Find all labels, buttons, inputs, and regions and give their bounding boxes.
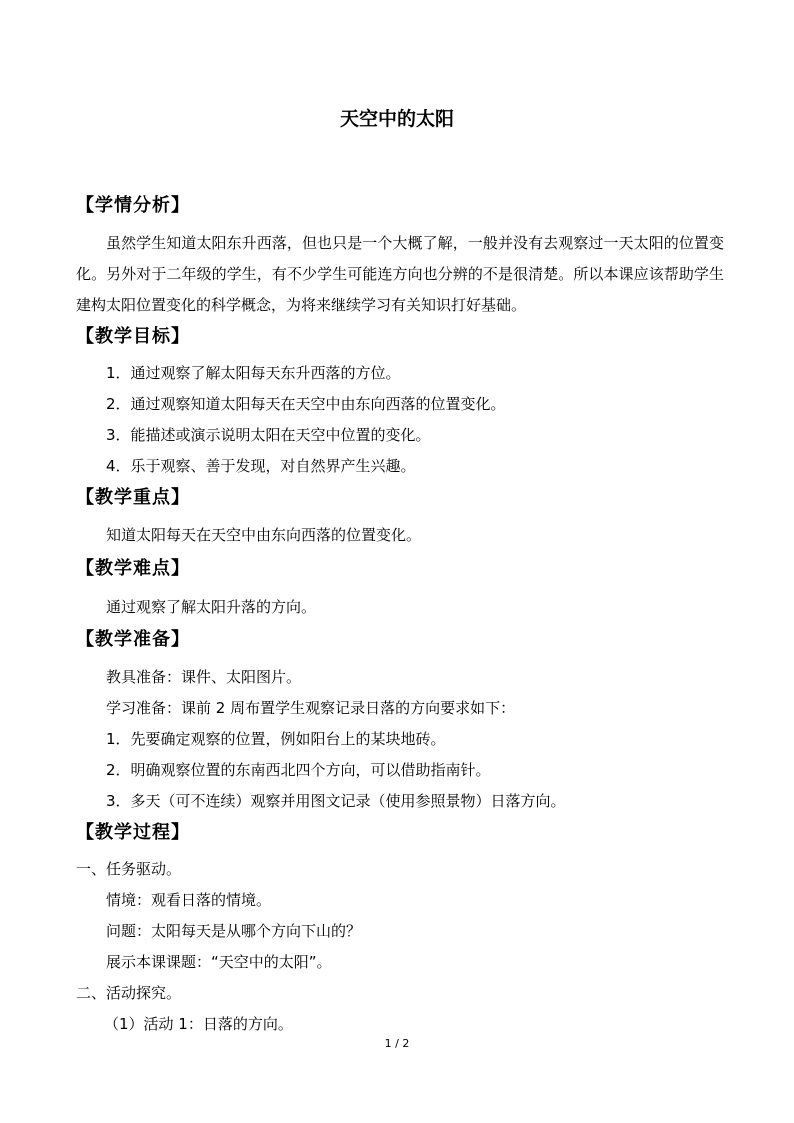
heading-process: 【教学过程】 <box>76 822 190 843</box>
heading-preparation: 【教学准备】 <box>76 629 190 650</box>
preparation-item: 3．多天（可不连续）观察并用图文记录（使用参照景物）日落方向。 <box>106 792 566 810</box>
process-topic: 展示本课课题：“天空中的太阳”。 <box>106 953 332 971</box>
preparation-item: 2．明确观察位置的东南西北四个方向，可以借助指南针。 <box>106 761 491 779</box>
document-title: 天空中的太阳 <box>339 108 454 130</box>
heading-objectives: 【教学目标】 <box>76 326 190 347</box>
heading-difficulties: 【教学难点】 <box>76 558 190 579</box>
process-question: 问题：太阳每天是从哪个方向下山的？ <box>106 922 362 940</box>
heading-analysis: 【学情分析】 <box>76 195 190 216</box>
difficulties-text: 通过观察了解太阳升落的方向。 <box>106 598 317 616</box>
page-number: 1 / 2 <box>384 1037 410 1050</box>
process-part-1: 一、任务驱动。 <box>76 860 182 878</box>
heading-key-points: 【教学重点】 <box>76 487 190 508</box>
process-situation: 情境：观看日落的情境。 <box>106 891 272 909</box>
process-part-2: 二、活动探究。 <box>76 984 182 1002</box>
process-activity-1: （1）活动 1：日落的方向。 <box>104 1015 293 1033</box>
objective-item: 3．能描述或演示说明太阳在天空中位置的变化。 <box>106 426 431 444</box>
objective-item: 1．通过观察了解太阳每天东升西落的方位。 <box>106 364 401 382</box>
key-points-text: 知道太阳每天在天空中由东向西落的位置变化。 <box>106 526 422 544</box>
student-preparation: 学习准备：课前 2 周布置学生观察记录日落的方向要求如下： <box>106 699 516 717</box>
preparation-item: 1．先要确定观察的位置，例如阳台上的某块地砖。 <box>106 730 446 748</box>
analysis-paragraph: 虽然学生知道太阳东升西落，但也只是一个大概了解，一般并没有去观察过一天太阳的位置变化。另外对于二年级的学生，有不少学生可能连方向也分辨的不是很清楚。所以本课应该帮助学生建构太阳位置变化的科学概念，为将来继续学习有关知识打好基础。 <box>76 234 724 314</box>
objective-item: 4．乐于观察、善于发现，对自然界产生兴趣。 <box>106 457 416 475</box>
teacher-preparation: 教具准备：课件、太阳图片。 <box>106 668 302 686</box>
objective-item: 2．通过观察知道太阳每天在天空中由东向西落的位置变化。 <box>106 395 506 413</box>
